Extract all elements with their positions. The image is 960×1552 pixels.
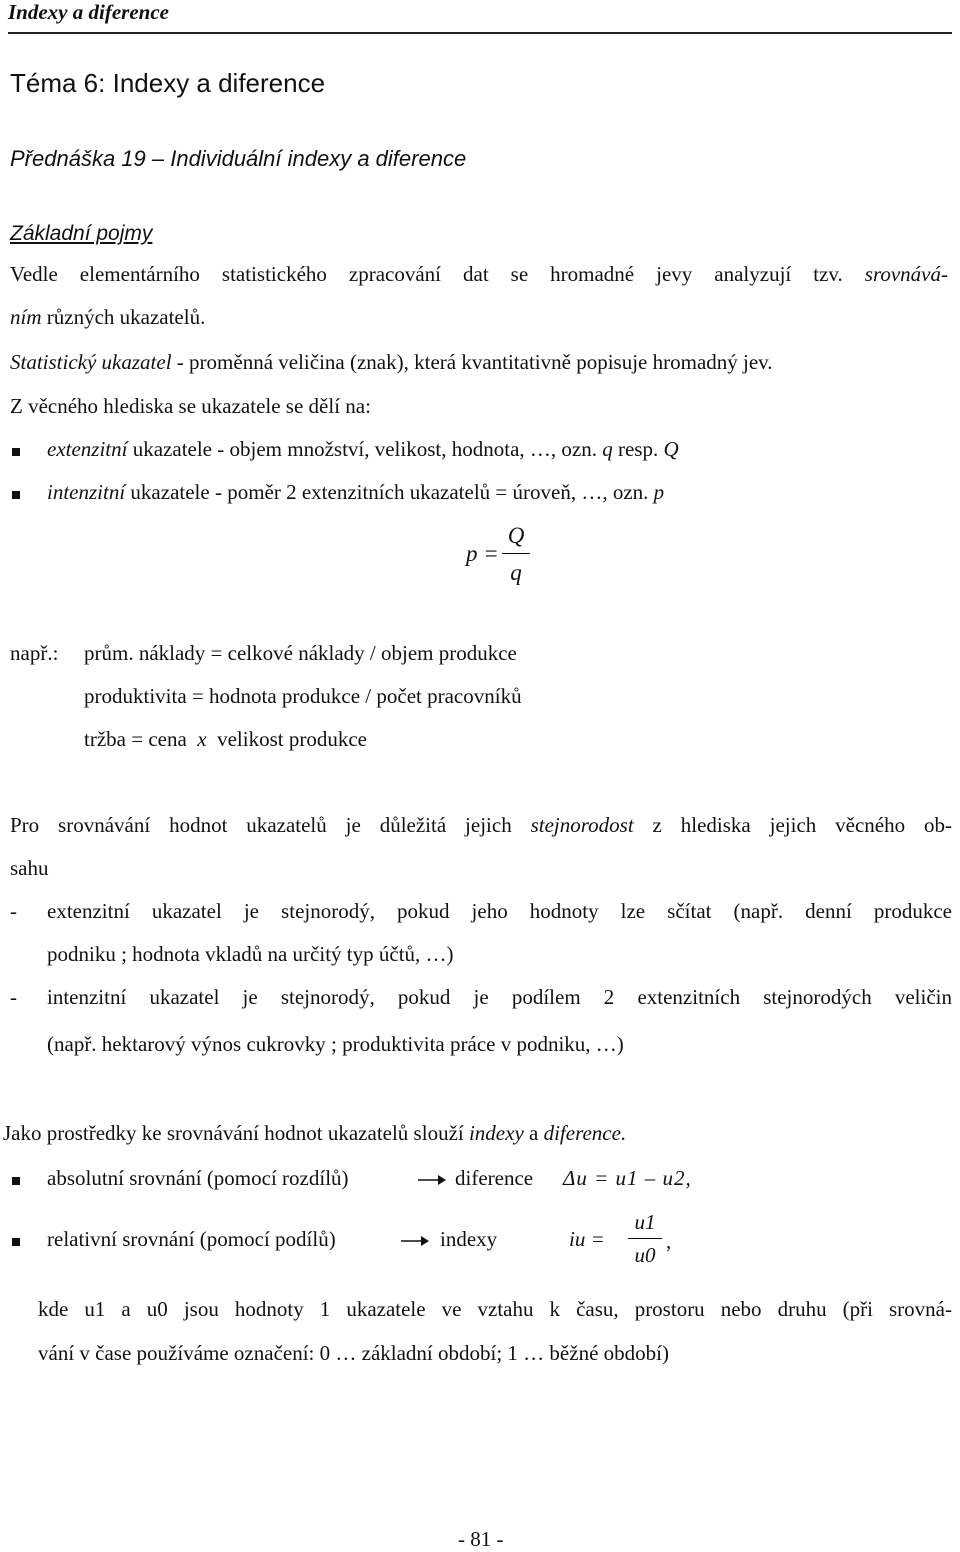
split-line: Z věcného hlediska se ukazatele se dělí na: [10,394,371,418]
examples-label: např.: [10,641,59,665]
dash-bullet: - [10,985,17,1009]
absolute-comparison-label: absolutní srovnání (pomocí rozdílů) [47,1166,349,1190]
dash-item-2-line-1: intenzitní ukazatel je stejnorodý, pokud je podílem 2 extenzitních stejnorodých veličin [47,985,952,1009]
bullet-mid: resp. [617,437,659,461]
intro-line-1 [10,262,948,287]
intro-text-end: různých ukazatelů. [46,305,206,329]
example-1: prům. náklady = celkové náklady / objem produkce [84,641,517,665]
relative-comparison-label: relativní srovnání (pomocí podílů) [47,1227,336,1251]
dash-item-1-line-2: podniku ; hodnota vkladů na určitý typ účtů, …) [47,942,454,966]
page-number: - 81 - [458,1527,504,1551]
symbol-Q: Q [663,437,679,461]
formula-numerator: Q [507,523,525,548]
methods-intro [3,1121,626,1146]
symbol-p: p [653,480,665,504]
example-3-b: velikost produkce [217,727,367,751]
where-line-2: vání v čase používáme označení: 0 … základní období; 1 … běžné období) [38,1341,669,1365]
bullet-extenzitni [47,437,679,462]
comparison-text-b: z hlediska jejich věcného ob- [652,813,953,837]
running-header: Indexy a diference [8,0,169,24]
lecture-title: Přednáška 19 – Individuální indexy a diference [10,146,467,171]
header-rule [8,32,952,34]
square-bullet-icon [12,1238,20,1246]
formula-denominator: q [510,560,522,585]
where-line-1: kde u1 a u0 jsou hodnoty 1 ukazatele ve vztahu k času, prostoru nebo druhu (při srovná- [38,1297,952,1321]
arrow-right-icon [400,1234,430,1248]
section-heading: Základní pojmy [10,222,153,245]
methods-conj: a [529,1121,539,1145]
index-numerator: u1 [634,1210,656,1234]
bullet-text: ukazatele - poměr 2 extenzitních ukazatelů = úroveň, …, ozn. [130,480,649,504]
dash-item-2-line-2: (např. hektarový výnos cukrovky ; produktivita práce v podniku, …) [47,1032,624,1056]
comparison-text: Pro srovnávání hodnot ukazatelů je důležitá jejich [10,813,512,837]
dash-bullet: - [10,899,17,923]
example-2: produktivita = hodnota produkce / počet pracovníků [84,684,522,708]
intro-term-part: srovnává- [864,262,948,286]
comparison-line-1 [10,813,952,838]
square-bullet-icon [12,448,20,456]
times-symbol: x [197,727,207,751]
example-3-a: tržba = cena [84,727,187,751]
comparison-line-2: sahu [10,856,49,880]
definition-text: - proměnná veličina (znak), která kvantitativně popisuje hromadný jev. [176,350,773,374]
bullet-text: ukazatele - objem množství, velikost, hodnota, …, ozn. [132,437,597,461]
methods-text: Jako prostředky ke srovnávání hodnot ukazatelů slouží [3,1121,464,1145]
definition-line [10,350,773,375]
square-bullet-icon [12,491,20,499]
formula-lhs: p = [466,541,499,566]
index-formula-lhs: iu = [569,1227,605,1251]
index-formula-tail: , [666,1229,672,1253]
difference-formula: Δu = u1 – u2, [563,1166,692,1190]
bullet-term: extenzitní [47,437,128,461]
page-title: Téma 6: Indexy a diference [10,68,326,98]
relative-result: indexy [440,1227,498,1251]
bullet-intenzitni [47,480,664,505]
term-indexy: indexy [468,1121,524,1145]
intro-text: Vedle elementárního statistického zpracování dat se hromadné jevy analyzují tzv. [10,262,843,286]
example-3 [84,727,367,752]
dash-item-1-line-1: extenzitní ukazatel je stejnorodý, pokud jeho hodnoty lze sčítat (např. denní produkce [47,899,952,923]
intro-term-end: ním [10,305,42,329]
fraction-bar [628,1238,662,1239]
bullet-term: intenzitní [47,480,126,504]
absolute-result: diference [455,1166,534,1190]
term-diference: diference. [543,1121,627,1145]
comparison-term: stejnorodost [530,813,634,837]
index-denominator: u0 [634,1243,656,1267]
arrow-right-icon [417,1173,447,1187]
intro-line-2 [10,305,205,330]
symbol-q: q [602,437,613,461]
definition-term: Statistický ukazatel [10,350,172,374]
fraction-bar [502,553,530,554]
square-bullet-icon [12,1177,20,1185]
